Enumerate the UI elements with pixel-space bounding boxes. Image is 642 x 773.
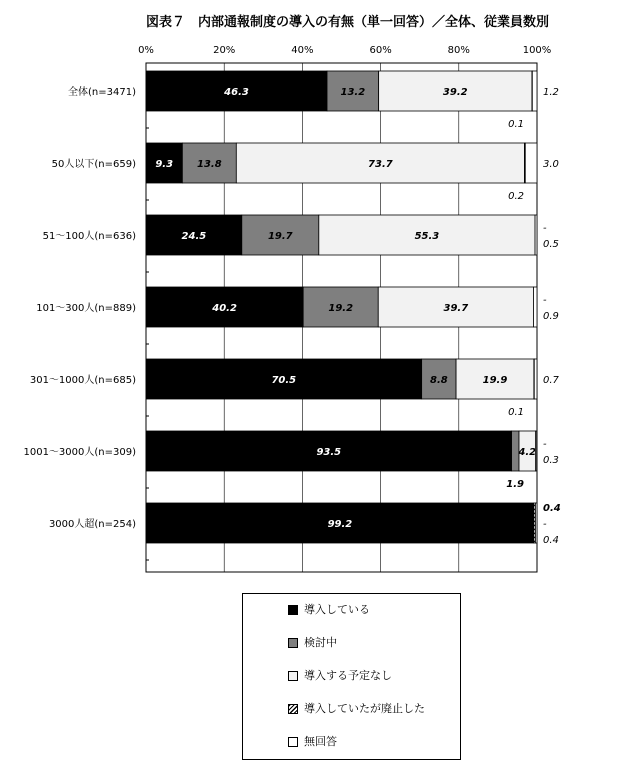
data-label: 13.8 [196,159,222,170]
chart-title: 図表７ 内部通報制度の導入の有無（単一回答）／全体、従業員数別 [146,15,550,30]
category-label: 3000人超(n=254) [48,519,136,530]
legend-swatch [288,737,298,747]
data-label: 99.2 [327,519,353,530]
data-label: 4.2 [518,447,537,458]
bar-segment [525,143,537,183]
legend-label: 導入する予定なし [304,669,392,682]
legend-swatch [288,638,298,648]
legend-item [288,602,370,618]
data-label: 19.2 [328,303,354,314]
legend-swatch [288,704,298,714]
bar-segment [533,287,537,327]
right-data-label: - [543,439,547,450]
category-label: 1001～3000人(n=309) [23,447,136,458]
category-label: 51～100人(n=636) [42,231,136,242]
right-data-label: 3.0 [543,159,559,170]
x-tick-label: 0% [138,45,154,56]
data-label: 40.2 [212,303,237,314]
legend-item [288,635,337,651]
category-label: 101～300人(n=889) [36,303,136,314]
legend-item [288,734,337,750]
bar-segment [532,71,537,111]
category-labels [23,85,136,530]
category-label: 301～1000人(n=685) [29,375,136,386]
right-data-label: - [543,223,547,234]
bar-segment [535,215,537,255]
bar-segment [534,359,537,399]
data-label: 9.3 [155,159,174,170]
x-axis-ticks [138,45,551,56]
below-data-label: 0.2 [508,191,524,202]
data-label: 8.8 [429,375,448,386]
category-label: 50人以下(n=659) [51,159,136,170]
right-data-label: 0.4 [543,503,561,514]
x-tick-label: 60% [369,45,392,56]
legend-swatch [288,605,298,615]
data-label: 55.3 [414,231,440,242]
right-data-label: 1.2 [543,87,559,98]
data-label: 70.5 [271,375,297,386]
right-data-label: 0.9 [543,311,559,322]
data-label: 19.7 [267,231,293,242]
right-data-label: - [543,519,547,530]
legend-label: 導入している [304,603,370,616]
bar-segment [535,503,537,543]
right-data-label: - [543,295,547,306]
data-label: 13.2 [340,87,366,98]
data-label: 24.5 [181,231,207,242]
legend-label: 検討中 [304,636,337,649]
data-label: 39.2 [442,87,468,98]
below-data-label: 0.1 [508,119,524,130]
data-label: 93.5 [316,447,342,458]
legend-item [288,701,425,717]
category-label: 全体(n=3471) [68,87,136,98]
legend-item [288,668,392,684]
legend-swatch [288,671,298,681]
below-data-label: 1.9 [506,479,524,490]
right-data-label: 0.7 [543,375,559,386]
data-label: 73.7 [368,159,393,170]
x-tick-label: 40% [291,45,314,56]
legend-label: 無回答 [304,735,337,748]
right-data-label: 0.5 [543,239,559,250]
x-tick-label: 20% [213,45,236,56]
x-tick-label: 80% [447,45,470,56]
data-label: 19.9 [482,375,508,386]
x-tick-label: 100% [522,45,552,56]
legend-label: 導入していたが廃止した [304,702,425,715]
below-data-label: 0.1 [508,407,524,418]
right-data-label: 0.3 [543,455,559,466]
data-label: 46.3 [224,87,249,98]
right-data-label: 0.4 [543,535,559,546]
legend [242,593,461,760]
data-label: 39.7 [443,303,469,314]
